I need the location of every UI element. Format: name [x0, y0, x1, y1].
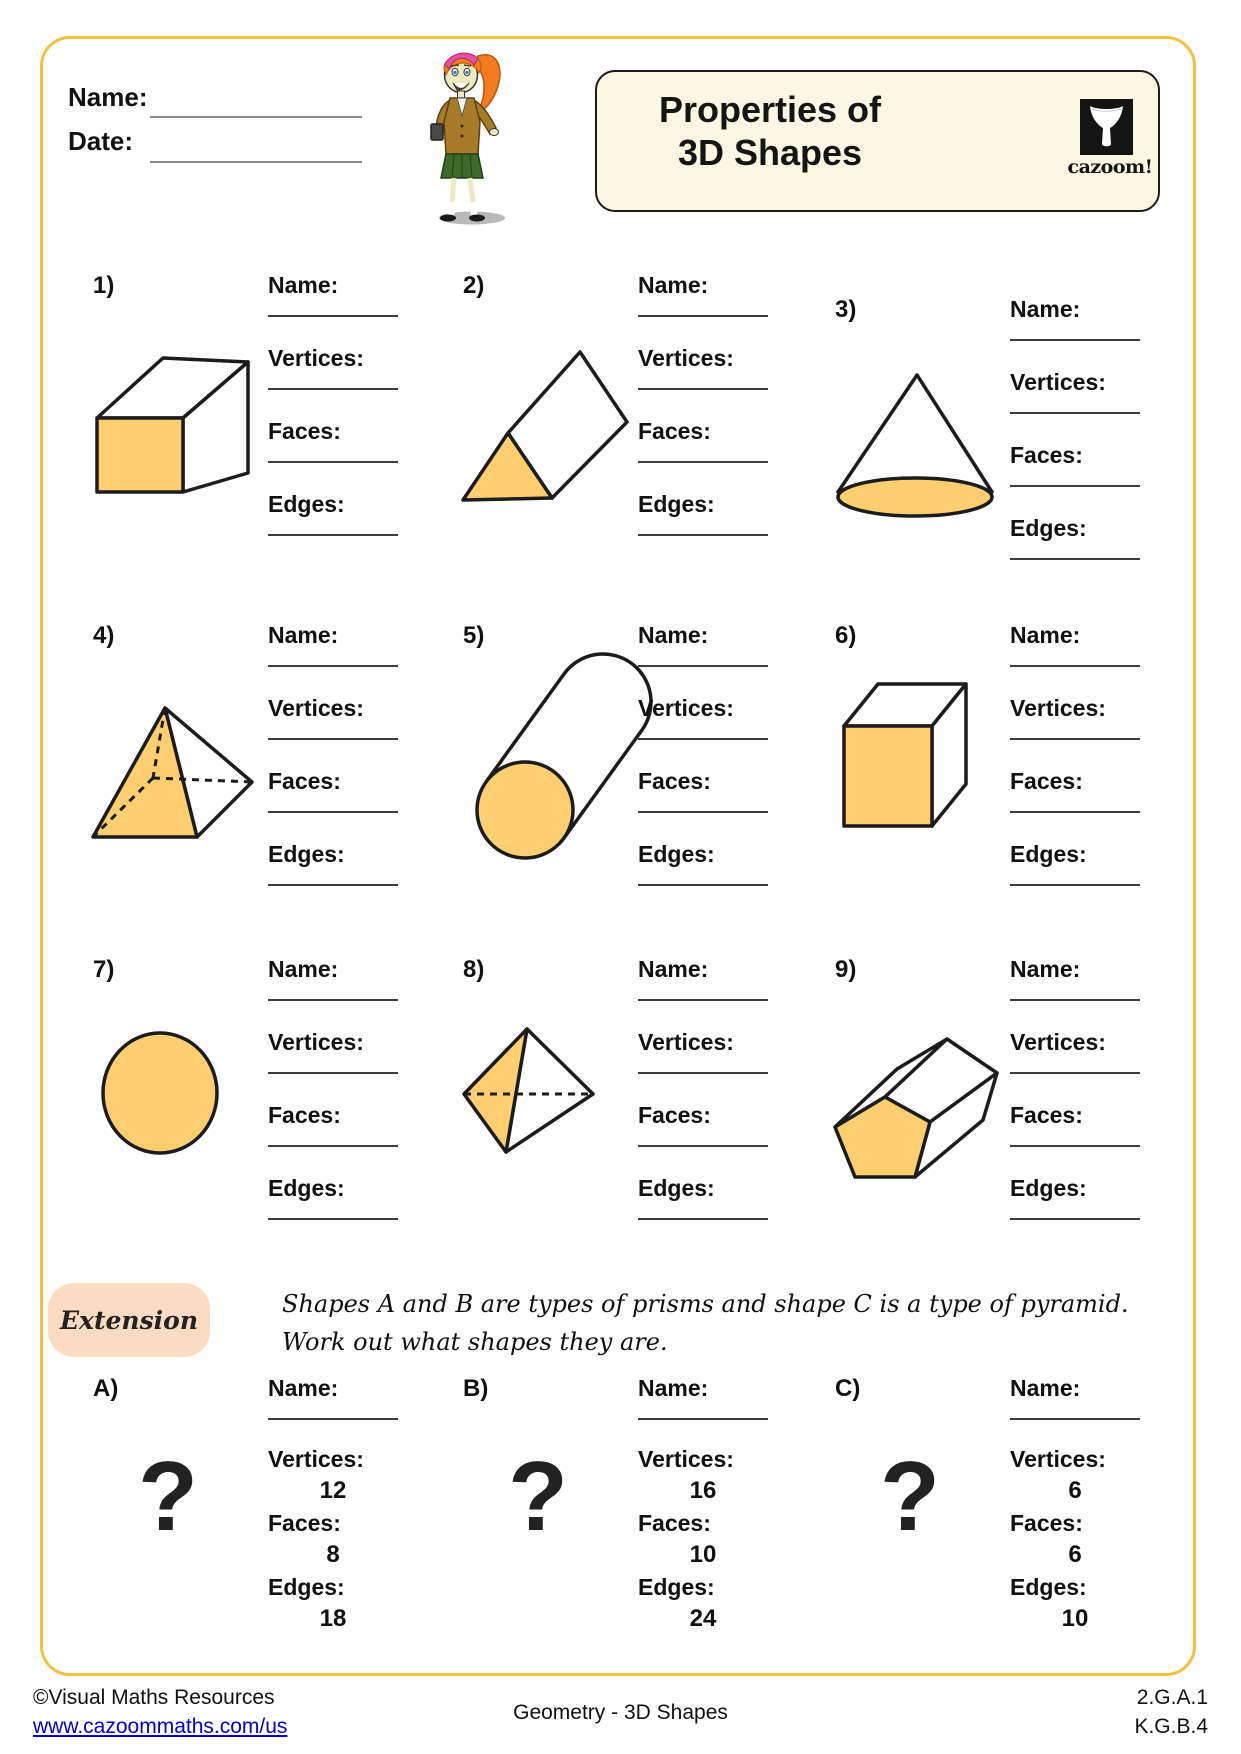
answer-line[interactable] — [268, 388, 398, 390]
date-blank-line[interactable] — [150, 161, 362, 163]
edges-field-label: Edges: — [638, 1175, 715, 1201]
question-number: 8) — [463, 956, 485, 983]
question-8 — [460, 956, 800, 1248]
question-number: 6) — [835, 622, 857, 649]
extension-item-a — [90, 1375, 430, 1647]
copyright-text: ©Visual Maths Resources — [33, 1686, 275, 1709]
answer-line[interactable] — [638, 1218, 768, 1220]
question-4 — [90, 622, 430, 914]
answer-line[interactable] — [268, 999, 398, 1001]
name-field-label: Name: — [1010, 956, 1081, 982]
question-number: 3) — [835, 296, 857, 323]
standard-code-1: 2.G.A.1 — [1136, 1686, 1208, 1709]
question-9 — [832, 956, 1172, 1248]
answer-line[interactable] — [638, 461, 768, 463]
edges-field-label: Edges: — [1010, 515, 1087, 541]
name-blank-line[interactable] — [150, 116, 362, 118]
standard-code-2: K.G.B.4 — [1134, 1715, 1208, 1738]
square-pyramid-shape — [90, 704, 255, 840]
vertices-field-label: Vertices: — [1010, 1029, 1106, 1055]
answer-line[interactable] — [1010, 738, 1140, 740]
vertices-field-label: Vertices: — [268, 695, 364, 721]
name-field-label: Name: — [1010, 296, 1081, 322]
pentagonal-prism-shape — [832, 1036, 1002, 1181]
answer-line[interactable] — [638, 738, 768, 740]
answer-line[interactable] — [1010, 884, 1140, 886]
faces-field-label: Faces: — [1010, 768, 1083, 794]
answer-line[interactable] — [268, 665, 398, 667]
vertices-field-label: Vertices: — [638, 1029, 734, 1055]
vertices-field-label: Vertices: — [268, 345, 364, 371]
answer-line[interactable] — [268, 1218, 398, 1220]
unknown-shape-placeholder: ? — [138, 1441, 198, 1551]
name-field-label: Name: — [1010, 622, 1081, 648]
answer-line[interactable] — [638, 999, 768, 1001]
extension-letter: B) — [463, 1375, 489, 1402]
sphere-shape — [100, 1031, 220, 1155]
answer-line[interactable] — [268, 738, 398, 740]
name-field-label: Name: — [638, 1375, 709, 1401]
answer-line[interactable] — [1010, 412, 1140, 414]
extension-instruction-line2: Work out what shapes they are. — [282, 1328, 668, 1356]
vertices-field-label: Vertices: — [1010, 695, 1106, 721]
faces-field-label: Faces: — [268, 768, 341, 794]
name-field-label: Name: — [268, 956, 339, 982]
answer-line[interactable] — [268, 461, 398, 463]
vertices-field-label: Vertices: — [1010, 369, 1106, 395]
extension-item-b — [460, 1375, 800, 1647]
name-field-label: Name: — [268, 272, 339, 298]
answer-line[interactable] — [638, 1145, 768, 1147]
answer-line[interactable] — [268, 1418, 398, 1420]
page-title: Properties of 3D Shapes — [658, 89, 882, 173]
answer-line[interactable] — [1010, 1418, 1140, 1420]
vertices-field-label: Vertices: — [1010, 1446, 1106, 1472]
answer-line[interactable] — [638, 1072, 768, 1074]
answer-line[interactable] — [1010, 665, 1140, 667]
question-number: 4) — [93, 622, 115, 649]
vertices-value: 12 — [319, 1477, 347, 1504]
faces-field-label: Faces: — [638, 418, 711, 444]
name-field-label: Name: — [268, 622, 339, 648]
answer-line[interactable] — [638, 884, 768, 886]
question-3 — [832, 296, 1172, 588]
answer-line[interactable] — [268, 811, 398, 813]
answer-line[interactable] — [1010, 1218, 1140, 1220]
answer-line[interactable] — [1010, 558, 1140, 560]
edges-field-label: Edges: — [268, 841, 345, 867]
question-number: 5) — [463, 622, 485, 649]
question-2 — [460, 272, 800, 564]
edges-field-label: Edges: — [268, 1574, 345, 1600]
faces-field-label: Faces: — [268, 1510, 341, 1536]
website-link[interactable]: www.cazoommaths.com/us — [33, 1715, 288, 1738]
extension-instruction-line1: Shapes A and B are types of prisms and shape C is a type of pyramid. — [282, 1290, 1129, 1318]
edges-value: 18 — [319, 1605, 347, 1632]
question-number: 9) — [835, 956, 857, 983]
edges-value: 10 — [1061, 1605, 1089, 1632]
edges-field-label: Edges: — [268, 491, 345, 517]
triangular-prism-shape — [460, 348, 630, 504]
faces-field-label: Faces: — [638, 1102, 711, 1128]
cube-shape — [840, 680, 970, 830]
faces-field-label: Faces: — [638, 768, 711, 794]
question-number: 7) — [93, 956, 115, 983]
faces-field-label: Faces: — [268, 418, 341, 444]
vertices-field-label: Vertices: — [638, 1446, 734, 1472]
question-7 — [90, 956, 430, 1248]
faces-field-label: Faces: — [1010, 1102, 1083, 1128]
name-field-label: Name: — [268, 1375, 339, 1401]
answer-line[interactable] — [1010, 811, 1140, 813]
edges-field-label: Edges: — [638, 1574, 715, 1600]
footer-topic-text: Geometry - 3D Shapes — [513, 1701, 728, 1724]
answer-line[interactable] — [268, 884, 398, 886]
date-label: Date: — [68, 126, 134, 156]
name-field-label: Name: — [638, 956, 709, 982]
cazoom-logo-text: cazoom! — [1067, 156, 1153, 178]
unknown-shape-placeholder: ? — [880, 1441, 940, 1551]
edges-field-label: Edges: — [638, 841, 715, 867]
answer-line[interactable] — [638, 665, 768, 667]
answer-line[interactable] — [638, 315, 768, 317]
question-number: 1) — [93, 272, 115, 299]
answer-line[interactable] — [268, 1072, 398, 1074]
faces-field-label: Faces: — [1010, 1510, 1083, 1536]
edges-field-label: Edges: — [1010, 1574, 1087, 1600]
answer-line[interactable] — [638, 811, 768, 813]
edges-field-label: Edges: — [268, 1175, 345, 1201]
extension-item-c — [832, 1375, 1172, 1647]
cazoom-drum-icon — [1080, 99, 1133, 155]
answer-line[interactable] — [638, 1418, 768, 1420]
faces-field-label: Faces: — [638, 1510, 711, 1536]
cuboid-shape — [97, 357, 249, 495]
answer-line[interactable] — [268, 315, 398, 317]
extension-letter: A) — [93, 1375, 119, 1402]
answer-line[interactable] — [1010, 1072, 1140, 1074]
faces-value: 6 — [1068, 1541, 1082, 1568]
vertices-value: 16 — [689, 1477, 717, 1504]
tetrahedron-shape — [462, 1026, 598, 1156]
name-field-label: Name: — [638, 622, 709, 648]
faces-field-label: Faces: — [268, 1102, 341, 1128]
question-5 — [460, 622, 800, 914]
answer-line[interactable] — [268, 1145, 398, 1147]
extension-badge — [48, 1283, 210, 1357]
faces-field-label: Faces: — [1010, 442, 1083, 468]
answer-line[interactable] — [1010, 999, 1140, 1001]
vertices-field-label: Vertices: — [638, 345, 734, 371]
question-number: 2) — [463, 272, 485, 299]
vertices-field-label: Vertices: — [638, 695, 734, 721]
vertices-field-label: Vertices: — [268, 1446, 364, 1472]
edges-value: 24 — [689, 1605, 717, 1632]
unknown-shape-placeholder: ? — [508, 1441, 568, 1551]
answer-line[interactable] — [268, 534, 398, 536]
vertices-field-label: Vertices: — [268, 1029, 364, 1055]
name-field-label: Name: — [1010, 1375, 1081, 1401]
question-1 — [90, 272, 430, 564]
edges-field-label: Edges: — [638, 491, 715, 517]
schoolgirl-mascot-illustration — [424, 42, 516, 227]
answer-line[interactable] — [1010, 1145, 1140, 1147]
cone-shape — [838, 373, 994, 519]
edges-field-label: Edges: — [1010, 841, 1087, 867]
answer-line[interactable] — [638, 534, 768, 536]
edges-field-label: Edges: — [1010, 1175, 1087, 1201]
extension-letter: C) — [835, 1375, 861, 1402]
answer-line[interactable] — [1010, 339, 1140, 341]
name-field-label: Name: — [638, 272, 709, 298]
faces-value: 8 — [326, 1541, 340, 1568]
question-6 — [832, 622, 1172, 914]
answer-line[interactable] — [1010, 485, 1140, 487]
name-label: Name: — [68, 82, 148, 112]
answer-line[interactable] — [638, 388, 768, 390]
vertices-value: 6 — [1068, 1477, 1082, 1504]
faces-value: 10 — [689, 1541, 717, 1568]
extension-badge-label: Extension — [59, 1305, 198, 1335]
